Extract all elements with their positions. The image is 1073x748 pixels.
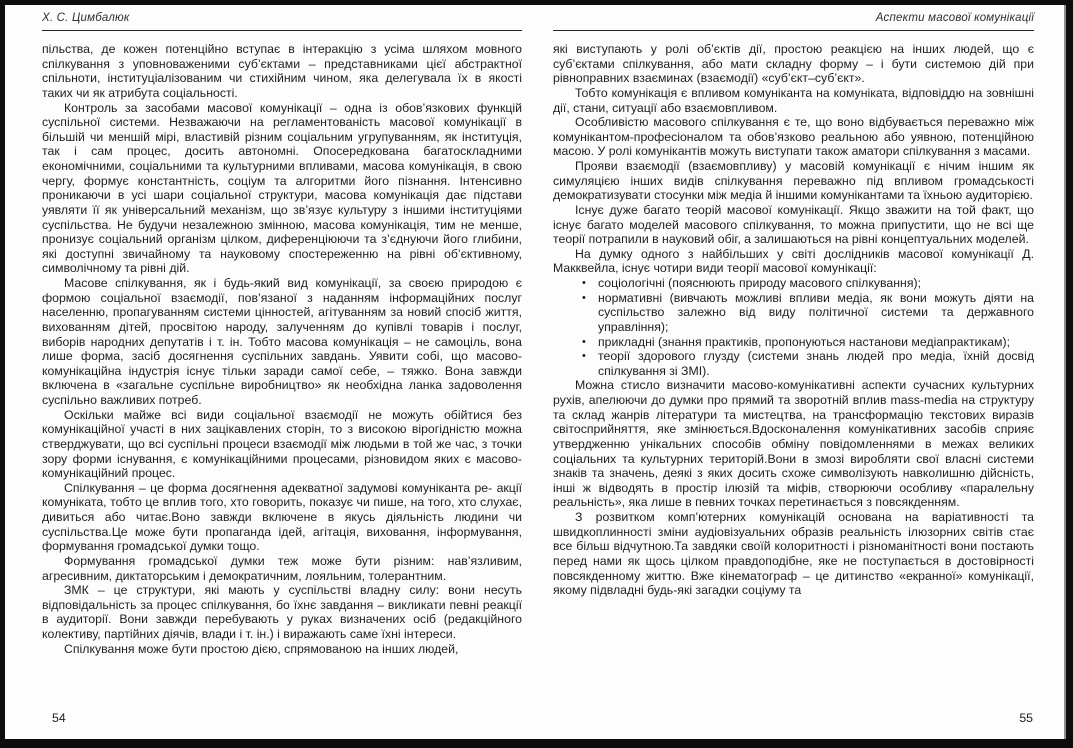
page-number-left: 54 bbox=[52, 711, 66, 725]
bullet-icon: • bbox=[582, 277, 586, 289]
running-head-chapter: Аспекти масової комунікації bbox=[875, 12, 1034, 24]
paragraph: Оскільки майже всі види соціальної взаємодії не можуть обійтися без комунікаційної участі в них зацікавлених сторін, то з високою вірогідністю можна стверджувати, що всі суспільні процеси взаємодії між людьми в той же час, з точки зору форми існування, є комунікаційними процесами, різновидом яких є масово-комунікаційний процес. bbox=[42, 407, 522, 481]
paragraph: які виступають у ролі об’єктів дії, простою реакцією на інших людей, що є суб’єктами спілкування, або мати складну форму – і бути системою дій при рівноправних взаєминах (взаємодії) «суб’єкт–суб’єкт». bbox=[553, 42, 1034, 86]
paragraph: На думку одного з найбільших у світі дослідників масової комунікації Д. Макквейла, існує чотири види теорії масової комунікації: bbox=[553, 246, 1034, 276]
page-right-body bbox=[553, 42, 1034, 707]
page-left-body bbox=[42, 42, 522, 707]
header-rule bbox=[553, 30, 1034, 31]
paragraph: Спілкування може бути простою дією, спрямованою на інших людей, bbox=[64, 641, 459, 656]
paragraph: Спілкування – це форма досягнення адекватної задумові комуніканта ре- акції комуніката, тобто це вплив того, хто говорить, показує чи пише, на того, хто слухає, дивиться або читає.Воно завжди включене в якусь діяльність людини чи суспільства.Це може бути пропаганда ідей, агітація, виховання, інформування, формування громадської думки тощо. bbox=[42, 480, 522, 554]
list-item-text: соціологічні (пояснюють природу масового спілкування); bbox=[598, 276, 922, 290]
list-item bbox=[553, 335, 1034, 350]
bullet-icon: • bbox=[582, 291, 586, 304]
page-left bbox=[42, 5, 522, 739]
paragraph: ЗМК – це структури, які мають у суспільстві владну силу: вони несуть відповідальність за процес спілкування, бо їхнє завдання – викликати певні реакції в аудиторії. Вони завжди перебувають у руках визначених осіб (редакційного колективу, партійних діячів, влади і т. ін.) і виражають саме їхні інтереси. bbox=[42, 583, 522, 641]
scanned-spread bbox=[5, 5, 1066, 739]
page-right bbox=[553, 5, 1034, 739]
paragraph: Формування громадської думки теж може бути різним: нав’язливим, агресивним, диктаторським і демократичним, лояльним, толерантним. bbox=[42, 553, 522, 583]
paragraph: Масове спілкування, як і будь-який вид комунікації, за своєю природою є формою соціальної взаємодії, пов’язаної з наданням інформаційних послуг населенню, пропагуванням системи цінностей, агітуванням за новий спосіб життя, вихованням дітей, просвітою народу, залученням до купівлі товарів і послуг, виборів народних депутатів і т. ін. Тобто масова комунікація – не самоціль, вона лише форма, засіб досягнення суспільних завдань. Уявити собі, що масово-комунікаційна індустрія існує тільки заради самої себе, – тяжко. Вона завжди включена в «загальне суспільне виробництво» як необхідна ланка задоволення суспільно важливих потреб. bbox=[42, 276, 522, 407]
paragraph: Контроль за засобами масової комунікації – одна із обов’язкових функцій суспільної системи. Незважаючи на регламентованість масової комунікації в більшій чи меншій мірі, властивій різним соціальним угрупуванням, як інституція, так і сам процес, досить автономні. Опосередкована багатоскладними економічними, соціальними та культурними впливами, масова комунікація, в свою чергу, формує константність, соціум та алгоритми його пізнання. Інтенсивно проникаючи в усі шари соціальної структури, масова комунікація дає підстави уявляти її як універсальний механізм, що зв’язує культуру з іншими інституціями суспільства. Не будучи незалежною змінною, масова комунікація, тим не менше, пронизує соціальний організм цілком, диференціюючи та з’єднуючи його глибини, які доступні звичайному та науковому спостереженню на рівні об’єктивному, символічному та рівні дій. bbox=[42, 100, 522, 276]
list-item bbox=[553, 349, 1034, 378]
paragraph: Особливістю масового спілкування є те, що воно відбувається переважно між комунікантом-професіоналом та обов’язково реальною або уявною, потенційною масою. У ролі комунікантів можуть виступати також аматори спілкування з масами. bbox=[553, 115, 1034, 159]
paragraph: пільства, де кожен потенційно вступає в інтеракцію з усіма шляхом мовного спілкування з уповноваженими суб’єктами – представниками цієї абстрактної спільноти, інституціалізованим чи стихійним чином, яка делегувала їх в якості таких чи як атрибута соціальності. bbox=[42, 42, 522, 100]
paragraph: Тобто комунікація є впливом комуніканта на комуніката, відповіддю на зовнішні дії, стани, ситуації або взаємовпливом. bbox=[553, 85, 1034, 115]
paragraph: Можна стисло визначити масово-комунікативні аспекти сучасних культурних рухів, апелюючи до думки про прямий та зворотній вплив mass-media на структуру та склад жанрів літератури та мистецтва, на трансформацію текстових виразів світосприйняття, яке змінюється.Вдосконалення комунікативних засобів сприяє утвердженню унікальних способів обміну повідомленнями в межах великих соціальних та культурних територій.Вони в змозі виробляти свої власні системи знаків та значень, деякі з яких досить схоже символізують навколишню дійсність, інші ж відводять в простір ілюзій та міфів, створюючи особливу «паралельну реальність», яка лише в певних точках перетинається з повсякденням. bbox=[553, 378, 1034, 510]
running-head-author: Х. С. Цимбалюк bbox=[42, 12, 130, 24]
bullet-icon: • bbox=[582, 350, 586, 363]
list-item bbox=[553, 291, 1034, 335]
list-item-text: теорії здорового глузду (системи знань людей про медіа, їхній досвід спілкування зі ЗМІ). bbox=[598, 349, 1034, 378]
paragraph: Існує дуже багато теорій масової комунікації. Якщо зважити на той факт, що існує багато моделей масового спілкування, то можна припустити, що не всі ще теорії потрапили в науковий обіг, а залишаються на рівні концептуальних моделей. bbox=[553, 202, 1034, 247]
paragraph: Прояви взаємодії (взаємовпливу) у масовій комунікації є нічим іншим як симуляцією інших видів спілкування переважно під впливом громадськості демократизувати стосунки між медіа й іншими комунікантами та їхньою аудиторією. bbox=[553, 159, 1034, 203]
paragraph: З розвитком комп’ютерних комунікацій основана на варіативності та швидкоплинності зміни аудіовізуальних образів реальність ілюзорних світів стає все більш відчутною.Та завдяки своїй колоритності і різноманітності вони постають перед нами як щось цілком правдоподібне, яке не поступається в достовірності повсякденному життю. Вже кінематограф – це дитинство «екранної» комунікації, якому підвладні будь-які загадки соціуму та bbox=[553, 510, 1034, 598]
header-rule bbox=[42, 30, 522, 31]
page-number-right: 55 bbox=[1019, 711, 1033, 725]
list-item-text: прикладні (знання практиків, пропонуються настанови медіапрактикам); bbox=[598, 334, 1010, 349]
list-item-text: нормативні (вивчають можливі впливи медіа, як вони можуть діяти на суспільство залежно від виду політичної системи та державного управління); bbox=[598, 290, 1034, 334]
bullet-icon: • bbox=[582, 335, 586, 348]
list-item bbox=[553, 276, 1034, 291]
